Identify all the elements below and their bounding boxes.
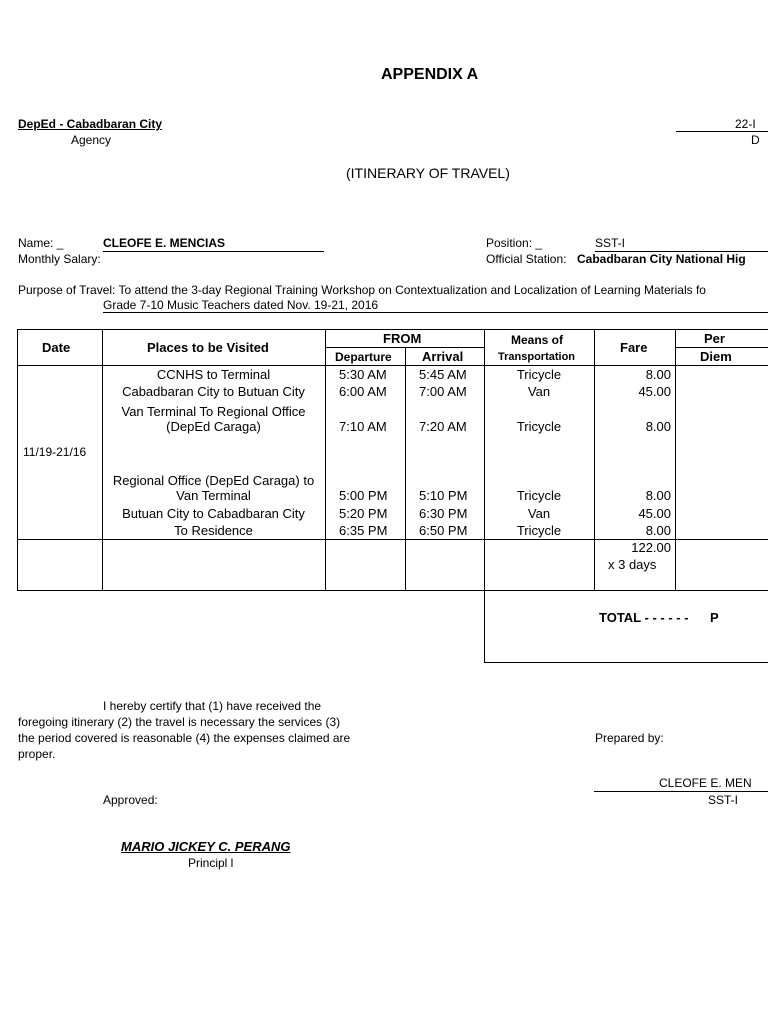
header-from: FROM xyxy=(383,331,422,346)
salary-label: Monthly Salary: xyxy=(18,252,101,266)
departure-cell: 5:00 PM xyxy=(339,488,388,503)
date-label: D xyxy=(751,133,760,147)
name-label: Name: _ xyxy=(18,236,64,250)
date-value: 22-I xyxy=(735,117,756,131)
arrival-cell: 6:30 PM xyxy=(419,506,468,521)
place-cell: To Residence xyxy=(174,523,253,538)
certification-line-3: the period covered is reasonable (4) the expenses claimed are xyxy=(18,731,351,745)
purpose-line-2: Grade 7-10 Music Teachers dated Nov. 19-21, 2016 xyxy=(103,298,379,312)
arrival-cell: 7:20 AM xyxy=(419,419,467,434)
means-cell: Tricycle xyxy=(516,367,562,382)
place-cell: Van Terminal To Regional Office xyxy=(121,404,306,419)
place-cell: Regional Office (DepEd Caraga) to xyxy=(112,473,315,488)
place-cell: Butuan City to Cabadbaran City xyxy=(122,506,305,521)
purpose-line-1: Purpose of Travel: To attend the 3-day Regional Training Workshop on Contextualization and Localization of Learning Materials fo xyxy=(18,283,706,297)
days-multiplier: x 3 days xyxy=(608,557,657,572)
station-label: Official Station: xyxy=(486,252,567,266)
place-cell-line-2: Van Terminal xyxy=(176,488,251,503)
purpose-underline xyxy=(103,312,768,313)
header-per-diem-top: Per xyxy=(704,331,725,346)
position-label: Position: _ xyxy=(486,236,543,250)
approved-label: Approved: xyxy=(103,793,158,807)
means-cell: Van xyxy=(527,506,551,521)
approver-name: MARIO JICKEY C. PERANG xyxy=(121,839,291,854)
arrival-cell: 5:45 AM xyxy=(419,367,467,382)
place-cell-line-2: (DepEd Caraga) xyxy=(166,419,261,434)
date-underline xyxy=(676,131,768,132)
departure-cell: 5:30 AM xyxy=(339,367,387,382)
approver-position: Principl l xyxy=(188,856,234,870)
header-departure: Departure xyxy=(335,350,392,364)
means-cell: Tricycle xyxy=(516,523,562,538)
total-currency: P xyxy=(710,610,719,625)
arrival-cell: 6:50 PM xyxy=(419,523,468,538)
place-cell: Cabadbaran City to Butuan City xyxy=(122,384,305,399)
header-date: Date xyxy=(42,340,71,355)
fare-cell: 8.00 xyxy=(645,367,671,382)
name-value: CLEOFE E. MENCIAS xyxy=(103,236,226,250)
agency-name: DepEd - Cabadbaran City xyxy=(18,117,163,131)
arrival-cell: 5:10 PM xyxy=(419,488,468,503)
agency-label: Agency xyxy=(71,133,112,147)
header-fare: Fare xyxy=(620,340,648,355)
means-cell: Tricycle xyxy=(516,488,562,503)
position-value: SST-I xyxy=(595,236,626,250)
fare-cell: 8.00 xyxy=(645,523,671,538)
place-cell: CCNHS to Terminal xyxy=(156,367,271,382)
prepared-position: SST-I xyxy=(708,793,739,807)
fare-cell: 45.00 xyxy=(638,506,671,521)
fare-cell: 8.00 xyxy=(645,488,671,503)
departure-cell: 7:10 AM xyxy=(339,419,387,434)
total-label: TOTAL - - - - - - xyxy=(599,610,689,625)
header-arrival: Arrival xyxy=(422,349,464,364)
header-places: Places to be Visited xyxy=(147,340,269,355)
fare-cell: 8.00 xyxy=(645,419,671,434)
certification-line-1: I hereby certify that (1) have received the xyxy=(103,699,322,713)
departure-cell: 6:35 PM xyxy=(339,523,388,538)
certification-line-4: proper. xyxy=(18,747,56,761)
header-per-diem-bottom: Diem xyxy=(700,349,732,364)
means-cell: Tricycle xyxy=(516,419,562,434)
departure-cell: 5:20 PM xyxy=(339,506,388,521)
arrival-cell: 7:00 AM xyxy=(419,384,467,399)
document-title: APPENDIX A xyxy=(381,66,479,83)
fare-cell: 45.00 xyxy=(638,384,671,399)
header-means-bottom: Transportation xyxy=(498,351,576,363)
prepared-label: Prepared by: xyxy=(595,731,664,745)
departure-cell: 6:00 AM xyxy=(339,384,387,399)
station-value: Cabadbaran City National Hig xyxy=(577,252,746,266)
certification-line-2: foregoing itinerary (2) the travel is necessary the services (3) xyxy=(18,715,341,729)
document-subtitle: (ITINERARY OF TRAVEL) xyxy=(346,165,510,181)
prepared-name: CLEOFE E. MEN xyxy=(659,776,752,790)
date-cell: 11/19-21/16 xyxy=(23,445,87,459)
fare-subtotal: 122.00 xyxy=(631,540,671,555)
name-underline xyxy=(103,251,324,252)
means-cell: Van xyxy=(527,384,551,399)
header-means-top: Means of xyxy=(511,333,564,347)
prepared-signature-line xyxy=(594,791,768,792)
